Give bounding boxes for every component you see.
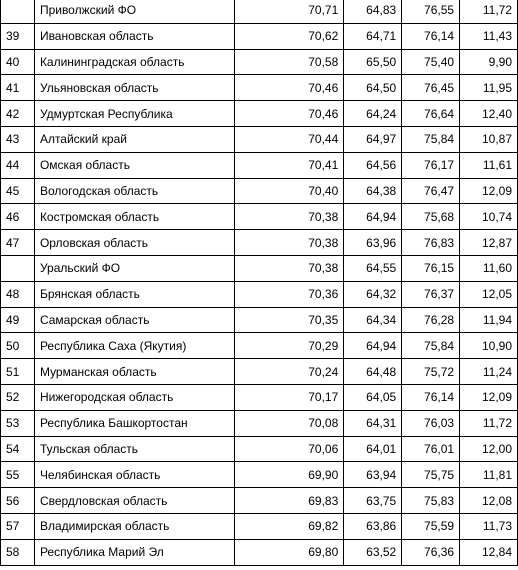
value-cell-2: 64,97: [344, 126, 402, 152]
value-cell-2: 64,24: [344, 101, 402, 127]
value-cell-4: 11,43: [460, 23, 518, 49]
value-cell-4: 11,94: [460, 307, 518, 333]
value-cell-4: 11,73: [460, 513, 518, 539]
value-cell-1: 70,46: [234, 101, 344, 127]
value-cell-2: 63,86: [344, 513, 402, 539]
value-cell-1: 70,71: [234, 0, 344, 23]
value-cell-3: 75,75: [402, 462, 460, 488]
value-cell-2: 64,50: [344, 75, 402, 101]
row-number-cell: [1, 0, 35, 23]
value-cell-4: 9,90: [460, 49, 518, 75]
value-cell-1: 70,58: [234, 49, 344, 75]
table-row: [1, 23, 518, 49]
value-cell-3: 75,83: [402, 488, 460, 514]
value-cell-3: 76,14: [402, 23, 460, 49]
value-cell-4: 11,72: [460, 410, 518, 436]
value-cell-3: 75,59: [402, 513, 460, 539]
region-name-cell: Республика Башкортостан: [34, 410, 234, 436]
value-cell-3: 75,84: [402, 333, 460, 359]
value-cell-2: 63,52: [344, 539, 402, 565]
value-cell-3: 76,15: [402, 255, 460, 281]
value-cell-2: 64,31: [344, 410, 402, 436]
row-number-cell: 53: [1, 410, 35, 436]
row-number-cell: 46: [1, 204, 35, 230]
row-number-cell: 56: [1, 488, 35, 514]
value-cell-3: 76,37: [402, 281, 460, 307]
region-name-cell: Тульская область: [34, 436, 234, 462]
value-cell-4: 11,24: [460, 359, 518, 385]
table-row: [1, 333, 518, 359]
value-cell-2: 64,38: [344, 178, 402, 204]
value-cell-2: 64,94: [344, 204, 402, 230]
region-name-cell: Приволжский ФО: [34, 0, 234, 23]
region-name-cell: Ивановская область: [34, 23, 234, 49]
region-name-cell: Уральский ФО: [34, 255, 234, 281]
row-number-cell: 39: [1, 23, 35, 49]
value-cell-4: 12,08: [460, 488, 518, 514]
value-cell-3: 75,68: [402, 204, 460, 230]
value-cell-1: 69,90: [234, 462, 344, 488]
table-row: [1, 539, 518, 565]
value-cell-4: 12,09: [460, 178, 518, 204]
table-row: [1, 513, 518, 539]
value-cell-1: 70,17: [234, 384, 344, 410]
region-name-cell: Самарская область: [34, 307, 234, 333]
value-cell-1: 70,46: [234, 75, 344, 101]
value-cell-1: 70,38: [234, 204, 344, 230]
table-row: [1, 49, 518, 75]
row-number-cell: 55: [1, 462, 35, 488]
row-number-cell: 40: [1, 49, 35, 75]
value-cell-1: 70,38: [234, 255, 344, 281]
table-row: [1, 204, 518, 230]
value-cell-3: 76,83: [402, 230, 460, 256]
value-cell-1: 70,38: [234, 230, 344, 256]
row-number-cell: 44: [1, 152, 35, 178]
value-cell-2: 64,32: [344, 281, 402, 307]
value-cell-3: 76,55: [402, 0, 460, 23]
region-name-cell: Орловская область: [34, 230, 234, 256]
row-number-cell: 45: [1, 178, 35, 204]
value-cell-4: 11,95: [460, 75, 518, 101]
region-name-cell: Удмуртская Республика: [34, 101, 234, 127]
value-cell-3: 75,40: [402, 49, 460, 75]
value-cell-4: 10,87: [460, 126, 518, 152]
value-cell-3: 76,36: [402, 539, 460, 565]
value-cell-4: 11,60: [460, 255, 518, 281]
table-row: [1, 359, 518, 385]
value-cell-2: 64,83: [344, 0, 402, 23]
value-cell-1: 69,80: [234, 539, 344, 565]
region-name-cell: Республика Саха (Якутия): [34, 333, 234, 359]
value-cell-2: 64,01: [344, 436, 402, 462]
value-cell-3: 76,47: [402, 178, 460, 204]
value-cell-4: 10,74: [460, 204, 518, 230]
region-name-cell: Свердловская область: [34, 488, 234, 514]
value-cell-2: 63,96: [344, 230, 402, 256]
row-number-cell: 42: [1, 101, 35, 127]
value-cell-4: 11,81: [460, 462, 518, 488]
value-cell-2: 64,34: [344, 307, 402, 333]
table-row: [1, 152, 518, 178]
value-cell-3: 75,72: [402, 359, 460, 385]
row-number-cell: 43: [1, 126, 35, 152]
value-cell-4: 11,61: [460, 152, 518, 178]
value-cell-1: 70,41: [234, 152, 344, 178]
value-cell-2: 64,94: [344, 333, 402, 359]
table-body: [1, 0, 518, 565]
region-name-cell: Омская область: [34, 152, 234, 178]
table-row: [1, 410, 518, 436]
table-row: [1, 255, 518, 281]
table-row: [1, 281, 518, 307]
value-cell-4: 12,87: [460, 230, 518, 256]
table-row: [1, 488, 518, 514]
table-row: [1, 307, 518, 333]
value-cell-4: 12,00: [460, 436, 518, 462]
table-row: [1, 75, 518, 101]
value-cell-1: 70,29: [234, 333, 344, 359]
value-cell-4: 11,72: [460, 0, 518, 23]
table-row: [1, 178, 518, 204]
value-cell-4: 12,05: [460, 281, 518, 307]
region-name-cell: Владимирская область: [34, 513, 234, 539]
table-row: [1, 384, 518, 410]
value-cell-4: 10,90: [460, 333, 518, 359]
row-number-cell: 49: [1, 307, 35, 333]
region-name-cell: Алтайский край: [34, 126, 234, 152]
table-row: [1, 0, 518, 23]
row-number-cell: 48: [1, 281, 35, 307]
region-name-cell: Мурманская область: [34, 359, 234, 385]
value-cell-2: 63,94: [344, 462, 402, 488]
table-row: [1, 436, 518, 462]
region-name-cell: Ульяновская область: [34, 75, 234, 101]
region-name-cell: Костромская область: [34, 204, 234, 230]
value-cell-1: 70,35: [234, 307, 344, 333]
value-cell-1: 70,24: [234, 359, 344, 385]
value-cell-2: 65,50: [344, 49, 402, 75]
value-cell-1: 70,08: [234, 410, 344, 436]
value-cell-3: 76,03: [402, 410, 460, 436]
region-name-cell: Вологодская область: [34, 178, 234, 204]
value-cell-4: 12,09: [460, 384, 518, 410]
region-name-cell: Челябинская область: [34, 462, 234, 488]
row-number-cell: 52: [1, 384, 35, 410]
value-cell-2: 64,56: [344, 152, 402, 178]
value-cell-1: 70,06: [234, 436, 344, 462]
value-cell-2: 63,75: [344, 488, 402, 514]
value-cell-1: 70,62: [234, 23, 344, 49]
region-name-cell: Нижегородская область: [34, 384, 234, 410]
value-cell-1: 70,40: [234, 178, 344, 204]
value-cell-3: 76,01: [402, 436, 460, 462]
value-cell-3: 76,17: [402, 152, 460, 178]
row-number-cell: 54: [1, 436, 35, 462]
region-name-cell: Республика Марий Эл: [34, 539, 234, 565]
value-cell-2: 64,71: [344, 23, 402, 49]
table-row: [1, 101, 518, 127]
value-cell-2: 64,48: [344, 359, 402, 385]
row-number-cell: 51: [1, 359, 35, 385]
value-cell-3: 76,64: [402, 101, 460, 127]
value-cell-1: 69,82: [234, 513, 344, 539]
region-name-cell: Брянская область: [34, 281, 234, 307]
value-cell-3: 75,84: [402, 126, 460, 152]
row-number-cell: [1, 255, 35, 281]
table-row: [1, 126, 518, 152]
value-cell-2: 64,05: [344, 384, 402, 410]
value-cell-3: 76,14: [402, 384, 460, 410]
row-number-cell: 50: [1, 333, 35, 359]
region-name-cell: Калининградская область: [34, 49, 234, 75]
row-number-cell: 47: [1, 230, 35, 256]
table-row: [1, 230, 518, 256]
value-cell-1: 70,36: [234, 281, 344, 307]
row-number-cell: 57: [1, 513, 35, 539]
table-row: [1, 462, 518, 488]
row-number-cell: 41: [1, 75, 35, 101]
value-cell-2: 64,55: [344, 255, 402, 281]
value-cell-3: 76,28: [402, 307, 460, 333]
value-cell-1: 70,44: [234, 126, 344, 152]
value-cell-4: 12,40: [460, 101, 518, 127]
row-number-cell: 58: [1, 539, 35, 565]
value-cell-1: 69,83: [234, 488, 344, 514]
value-cell-4: 12,84: [460, 539, 518, 565]
value-cell-3: 76,45: [402, 75, 460, 101]
